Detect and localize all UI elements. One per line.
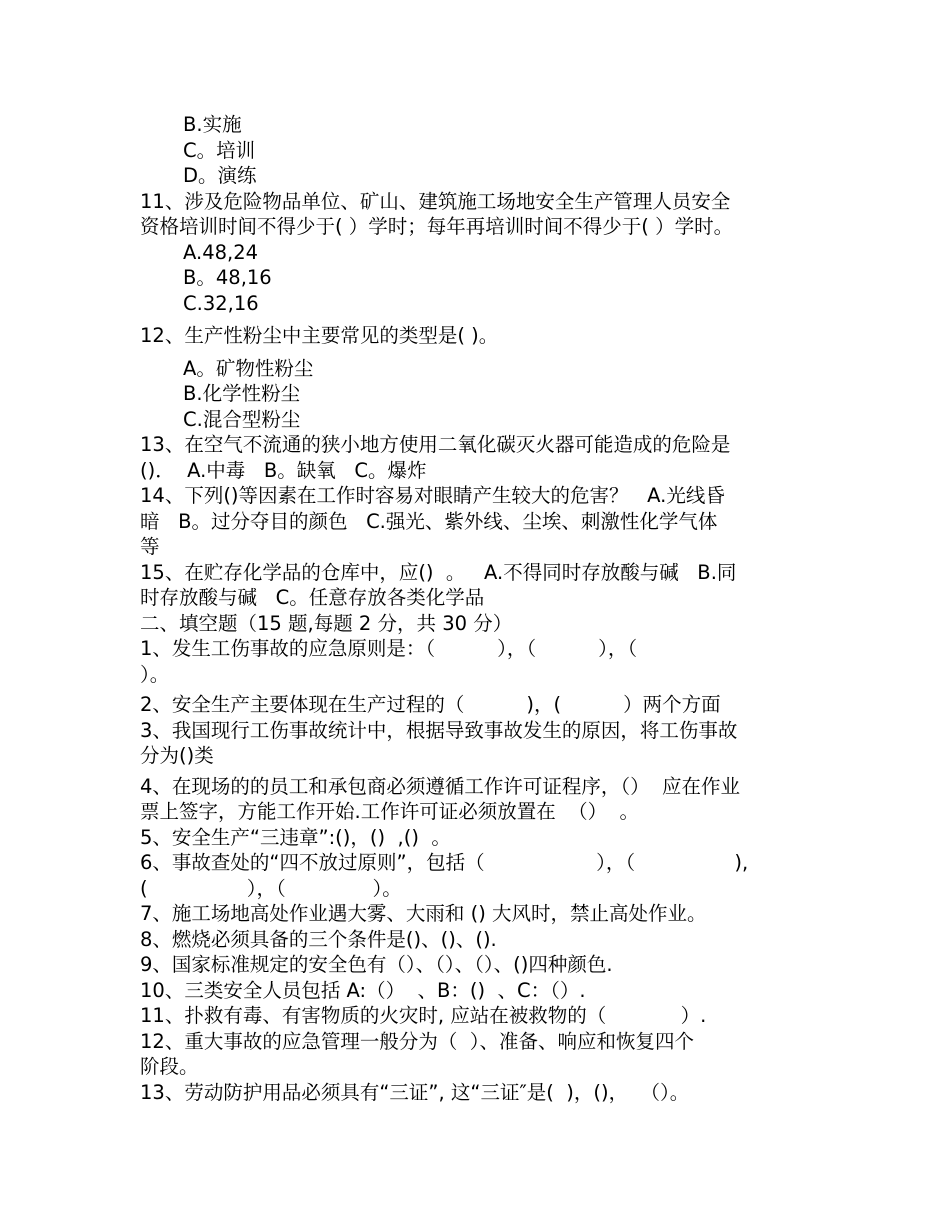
question-11-option-c: C.32,16 <box>183 291 259 315</box>
question-12-option-c: C.混合型粉尘 <box>183 407 301 431</box>
question-11-line-2: 资格培训时间不得少于( ）学时；每年再培训时间不得少于( ）学时。 <box>140 215 734 238</box>
question-11-option-a: A.48,24 <box>183 240 259 264</box>
fill-6-line-2: ( ），（ ）。 <box>140 876 402 900</box>
fill-7: 7、施工场地高处作业遇大雾、大雨和 () 大风时，禁止高处作业。 <box>140 902 707 925</box>
fill-1-line-1: 1、发生工伤事故的应急原则是：（ ），（ ），（ <box>140 637 638 660</box>
option-d-drill: D。演练 <box>183 164 257 187</box>
question-14-line-2: 暗 B。过分夺目的颜色 C.强光、紫外线、尘埃、刺激性化学气体 <box>140 509 718 533</box>
question-15-line-2: 时存放酸与碱 C。任意存放各类化学品 <box>140 586 485 609</box>
question-12-option-a: A。矿物性粉尘 <box>183 356 314 380</box>
fill-11: 11、扑救有毒、有害物质的火灾时, 应站在被救物的（ ）. <box>140 1004 707 1027</box>
option-c-training: C。培训 <box>183 138 256 162</box>
document-body <box>140 112 812 1105</box>
fill-6-line-1: 6、事故查处的“四不放过原则”，包括（ ），（ ), <box>140 851 749 874</box>
question-11-line-1: 11、涉及危险物品单位、矿山、建筑施工场地安全生产管理人员安全 <box>140 189 731 213</box>
question-14-line-3: 等 <box>140 535 160 558</box>
question-12: 12、生产性粉尘中主要常见的类型是( )。 <box>140 324 499 347</box>
fill-12-line-1: 12、重大事故的应急管理一般分为（ ）、准备、响应和恢复四个 <box>140 1029 694 1053</box>
fill-12-line-2: 阶段。 <box>140 1055 199 1078</box>
fill-2: 2、安全生产主要体现在生产过程的（ )，( ）两个方面 <box>140 693 721 716</box>
fill-5: 5、安全生产“三违章”:()，() ,() 。 <box>140 825 451 849</box>
fill-10: 10、三类安全人员包括 A:（） 、B：() 、C：（）. <box>140 978 586 1002</box>
question-11-option-b: B。48,16 <box>183 266 272 289</box>
fill-8: 8、燃烧必须具备的三个条件是()、()、(). <box>140 927 497 951</box>
fill-1-line-2: ）。 <box>140 662 170 686</box>
fill-9: 9、国家标准规定的安全色有（）、（）、（）、()四种颜色. <box>140 953 613 976</box>
fill-3-line-1: 3、我国现行工伤事故统计中，根据导致事故发生的原因，将工伤事故 <box>140 718 738 742</box>
fill-3-line-2: 分为()类 <box>140 744 214 767</box>
question-15-line-1: 15、在贮存化学品的仓库中，应() 。 A.不得同时存放酸与碱 B.同 <box>140 560 737 584</box>
question-13-line-2: ()． A.中毒 B。缺氧 C。爆炸 <box>140 458 427 482</box>
fill-4-line-2: 票上签字，方能工作开始.工作许可证必须放置在 （） 。 <box>140 800 639 823</box>
question-12-option-b: B.化学性粉尘 <box>183 382 301 405</box>
option-b-implement: B.实施 <box>183 113 242 136</box>
question-13-line-1: 13、在空气不流通的狭小地方使用二氧化碳灭火器可能造成的危险是 <box>140 433 731 456</box>
section-fill-in-heading: 二、填空题（15 题,每题 2 分，共 30 分） <box>140 611 513 635</box>
question-14-line-1: 14、下列()等因素在工作时容易对眼睛产生较大的危害？ A.光线昏 <box>140 484 725 507</box>
fill-4-line-1: 4、在现场的的员工和承包商必须遵循工作许可证程序，（） 应在作业 <box>140 774 741 798</box>
fill-13: 13、劳动防护用品必须具有“三证”, 这“三证″是( )，()， （）。 <box>140 1080 690 1104</box>
